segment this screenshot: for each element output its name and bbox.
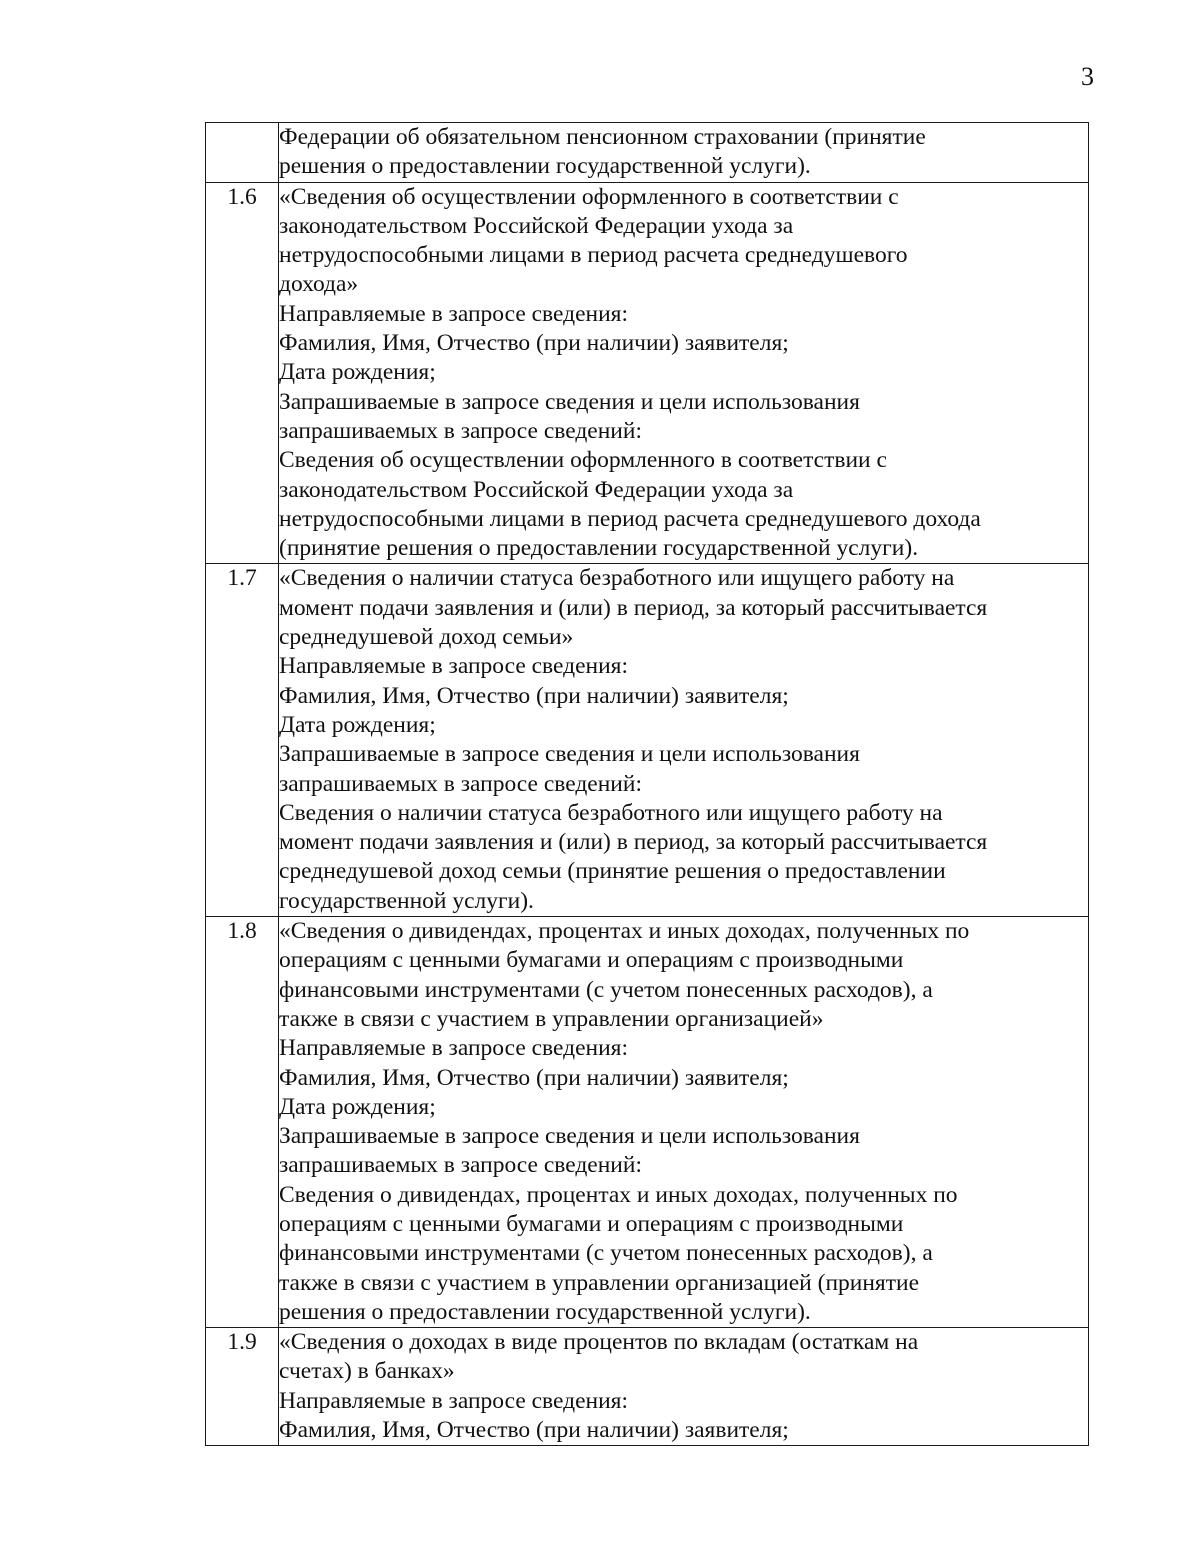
text-line: Направляемые в запросе сведения:	[279, 1035, 629, 1062]
table-row	[206, 123, 1089, 183]
row-number-cell: 1.6	[206, 182, 279, 564]
text-line: Сведения об осуществлении оформленного в соответствии с	[279, 447, 887, 474]
text-line: Дата рождения;	[279, 359, 436, 386]
text-line: финансовыми инструментами (с учетом понесенных расходов), а	[279, 1240, 933, 1267]
row-number-cell: 1.7	[206, 564, 279, 917]
row-text-cell	[279, 123, 1089, 183]
table-row	[206, 1328, 1089, 1446]
table-row	[206, 182, 1089, 564]
text-line: Фамилия, Имя, Отчество (при наличии) заявителя;	[279, 1417, 789, 1444]
text-line: Сведения о наличии статуса безработного или ищущего работу на	[279, 799, 943, 826]
text-line: Фамилия, Имя, Отчество (при наличии) заявителя;	[279, 330, 789, 357]
row-text-cell	[279, 182, 1089, 564]
text-line: «Сведения о дивидендах, процентах и иных доходах, полученных по	[279, 918, 970, 945]
text-line: счетах) в банках»	[279, 1358, 455, 1385]
text-line: Направляемые в запросе сведения:	[279, 1387, 629, 1414]
row-text-cell	[279, 1328, 1089, 1446]
text-line: законодательством Российской Федерации ухода за	[279, 476, 794, 503]
table-row	[206, 917, 1089, 1328]
table-row	[206, 564, 1089, 917]
text-line: Сведения о дивидендах, процентах и иных доходах, полученных по	[279, 1181, 958, 1208]
text-line: государственной услуги).	[279, 887, 534, 914]
row-number-cell: 1.9	[206, 1328, 279, 1446]
text-line: также в связи с участием в управлении организацией (принятие	[279, 1269, 920, 1296]
text-line: «Сведения о доходах в виде процентов по вкладам (остаткам на	[279, 1329, 919, 1356]
text-line: момент подачи заявления и (или) в период, за который рассчитывается	[279, 829, 988, 856]
row-text-cell	[279, 564, 1089, 917]
text-line: «Сведения о наличии статуса безработного или ищущего работу на	[279, 565, 955, 592]
text-line: Федерации об обязательном пенсионном страховании (принятие	[279, 124, 926, 150]
text-line: среднедушевой доход семьи (принятие решения о предоставлении	[279, 858, 946, 885]
text-line: Фамилия, Имя, Отчество (при наличии) заявителя;	[279, 1064, 789, 1091]
text-line: запрашиваемых в запросе сведений:	[279, 770, 642, 797]
text-line: также в связи с участием в управлении организацией»	[279, 1005, 824, 1032]
text-line: нетрудоспособными лицами в период расчета среднедушевого дохода	[279, 505, 981, 532]
text-line: «Сведения об осуществлении оформленного в соответствии с	[279, 183, 899, 210]
text-line: Направляемые в запросе сведения:	[279, 653, 629, 680]
page-number: 3	[1081, 62, 1094, 91]
text-line: среднедушевой доход семьи»	[279, 624, 574, 651]
text-line: запрашиваемых в запросе сведений:	[279, 1152, 642, 1179]
text-line: законодательством Российской Федерации ухода за	[279, 212, 794, 239]
text-line: Дата рождения;	[279, 1093, 436, 1120]
text-line: момент подачи заявления и (или) в период, за который рассчитывается	[279, 594, 988, 621]
requests-table	[205, 122, 1089, 1446]
text-line: финансовыми инструментами (с учетом понесенных расходов), а	[279, 976, 933, 1003]
row-text-cell	[279, 917, 1089, 1328]
text-line: операциям с ценными бумагами и операциям с производными	[279, 1210, 904, 1237]
text-line: решения о предоставлении государственной услуги).	[279, 1298, 811, 1325]
text-line: Запрашиваемые в запросе сведения и цели использования	[279, 741, 860, 768]
text-line: нетрудоспособными лицами в период расчета среднедушевого	[279, 242, 908, 269]
text-line: решения о предоставлении государственной услуги).	[279, 153, 811, 180]
text-line: дохода»	[279, 271, 359, 298]
text-line: Дата рождения;	[279, 711, 436, 738]
text-line: Запрашиваемые в запросе сведения и цели использования	[279, 388, 860, 415]
text-line: операциям с ценными бумагами и операциям с производными	[279, 947, 904, 974]
text-line: (принятие решения о предоставлении государственной услуги).	[279, 535, 919, 562]
table-body	[206, 123, 1089, 1446]
row-number-cell: 1.8	[206, 917, 279, 1328]
text-line: запрашиваемых в запросе сведений:	[279, 417, 642, 444]
text-line: Фамилия, Имя, Отчество (при наличии) заявителя;	[279, 682, 789, 709]
row-number-cell	[206, 123, 279, 183]
text-line: Запрашиваемые в запросе сведения и цели использования	[279, 1123, 860, 1150]
text-line: Направляемые в запросе сведения:	[279, 300, 629, 327]
